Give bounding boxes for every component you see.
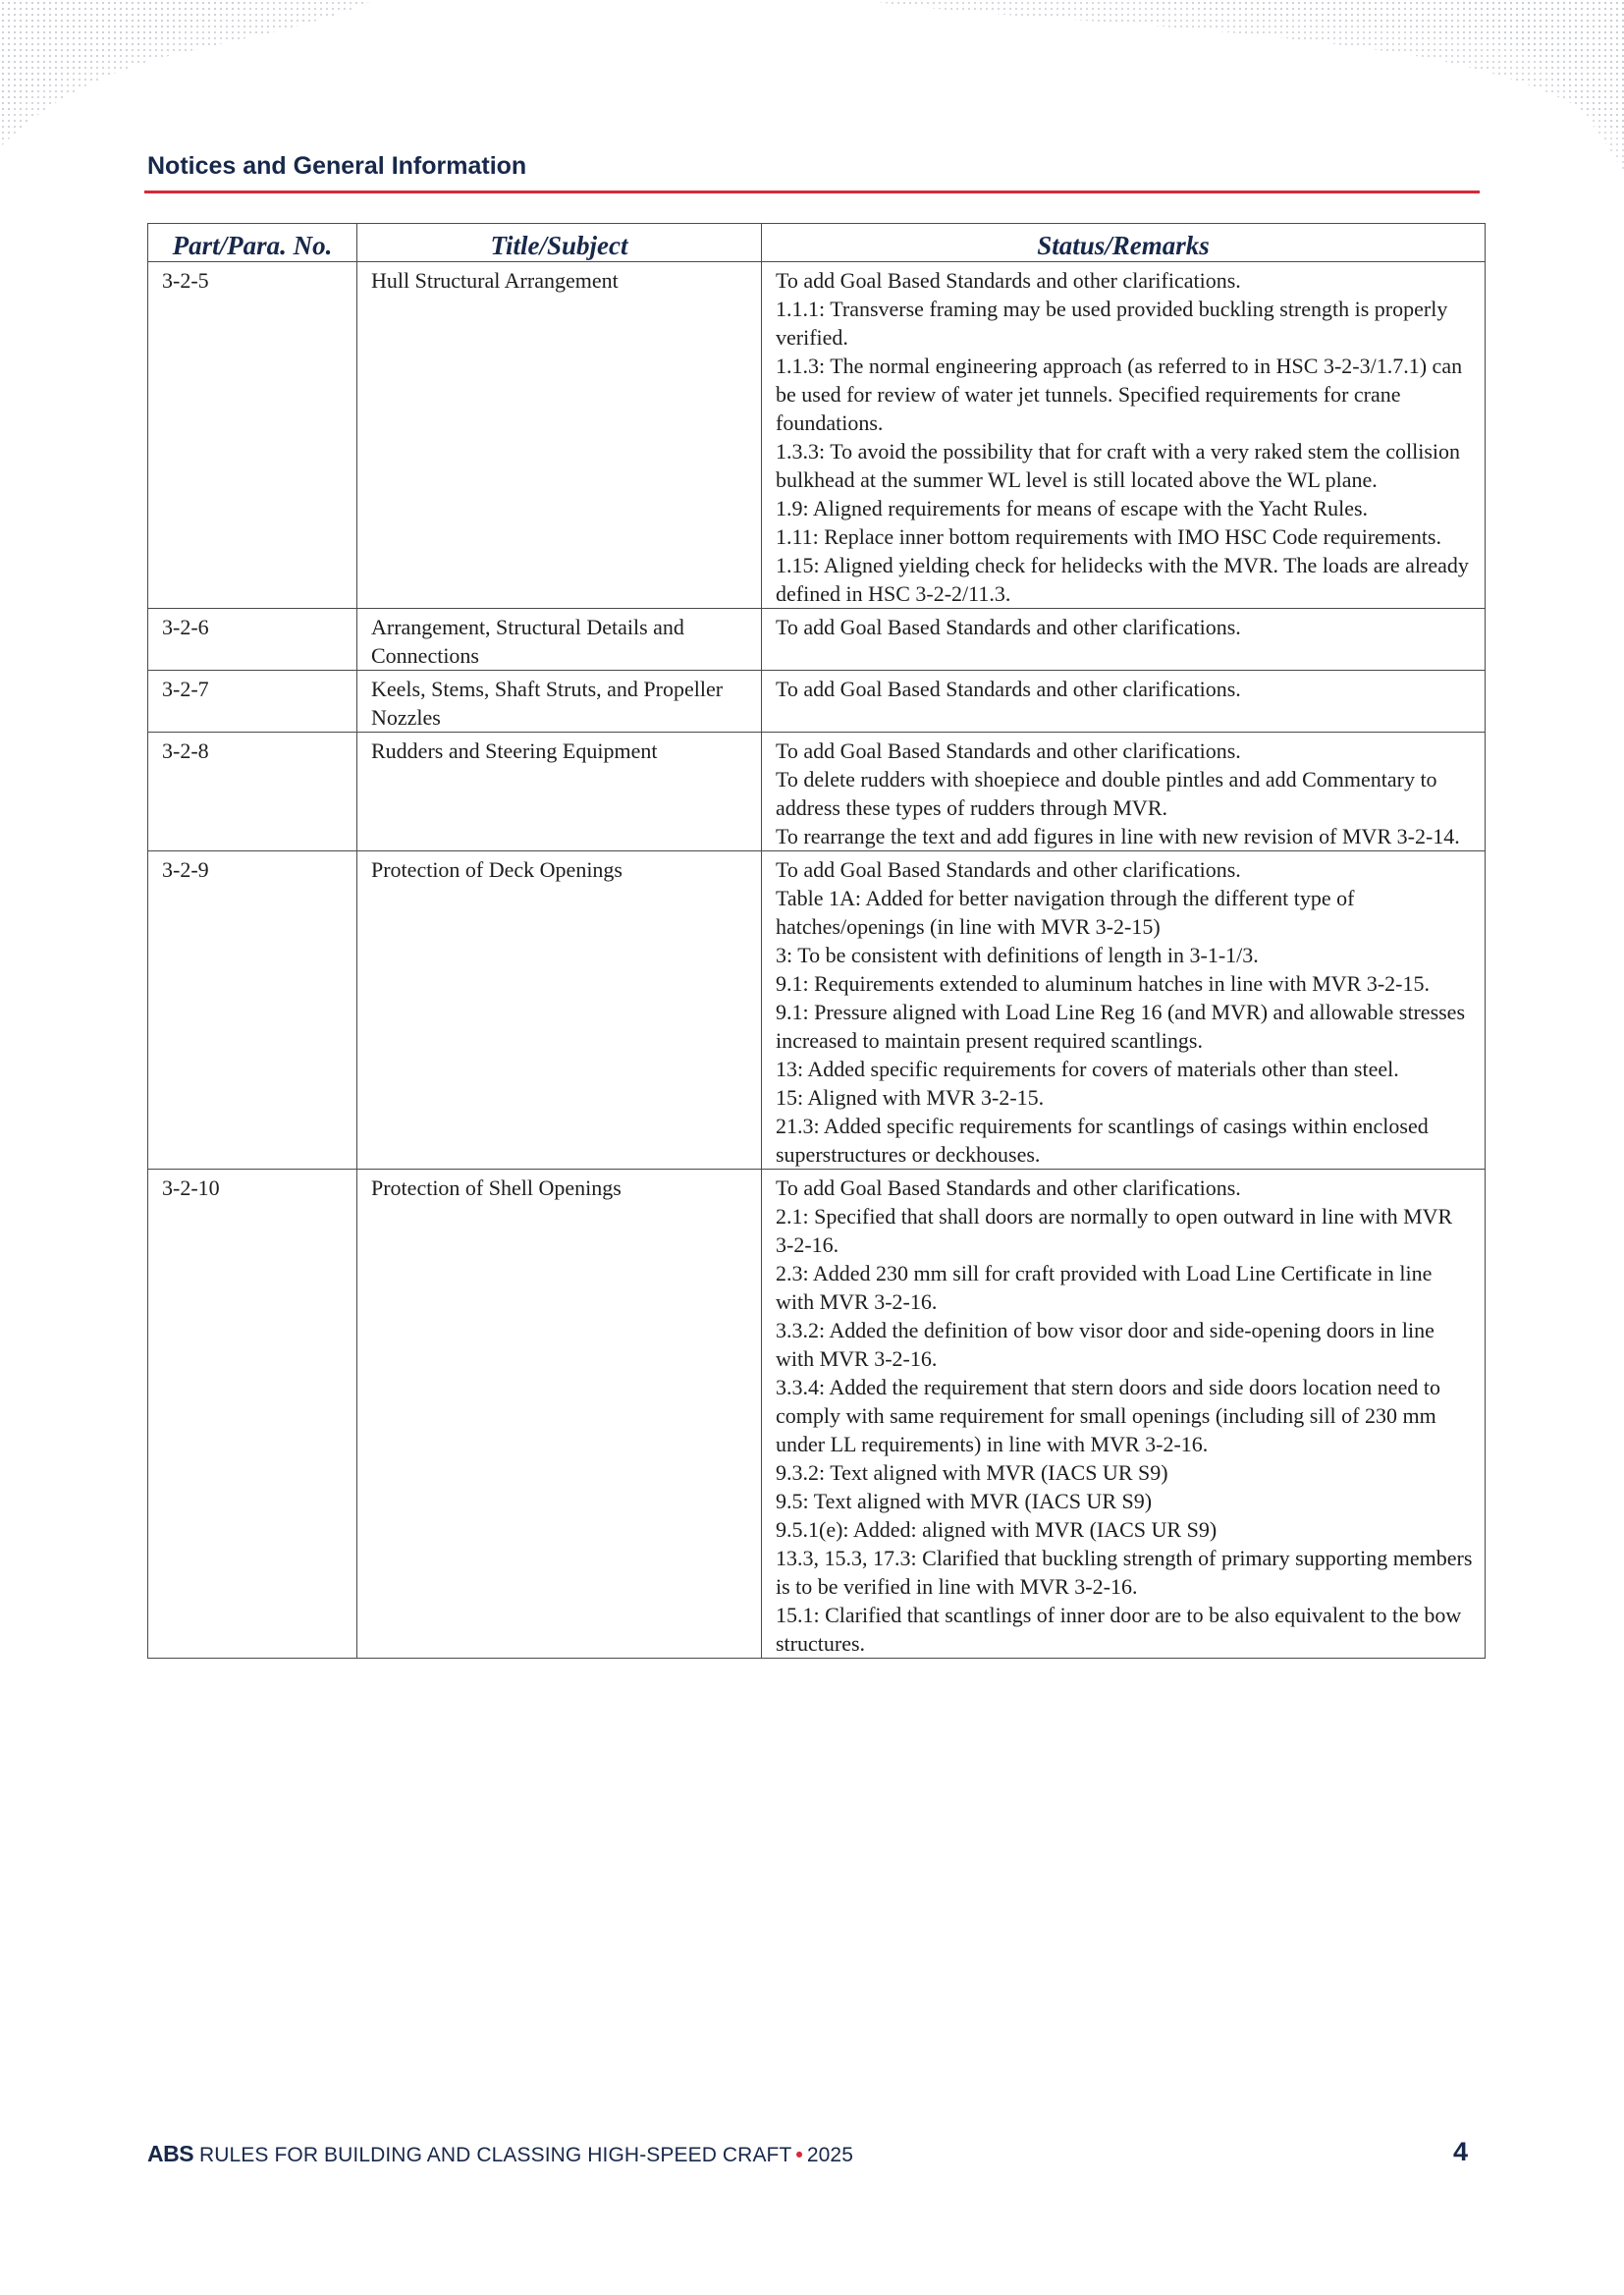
remark-line: 1.15: Aligned yielding check for helidecks with the MVR. The loads are already defined in HSC 3-2-2/11.3. <box>776 553 1469 606</box>
column-header-title: Title/Subject <box>357 224 762 262</box>
table-row <box>148 609 1486 671</box>
table-row <box>148 671 1486 733</box>
status-remarks-cell <box>762 262 1486 609</box>
table-header-row <box>148 224 1486 262</box>
page-number: 4 <box>1453 2137 1469 2166</box>
remark-line: 1.1.3: The normal engineering approach (as referred to in HSC 3-2-3/1.7.1) can be used for review of water jet tunnels. Specified requirements for crane foundations. <box>776 354 1463 435</box>
remark-line: To add Goal Based Standards and other clarifications. <box>776 615 1241 639</box>
remark-line: 9.5.1(e): Added: aligned with MVR (IACS UR S9) <box>776 1517 1218 1542</box>
remark-line: 13: Added specific requirements for covers of materials other than steel. <box>776 1057 1399 1081</box>
remark-line: 3.3.4: Added the requirement that stern doors and side doors location need to comply with same requirement for small openings (including sill of 230 mm under LL requirements) in line with MVR 3-2-16. <box>776 1375 1440 1456</box>
remark-line: To add Goal Based Standards and other clarifications. <box>776 268 1241 293</box>
title-subject-cell: Rudders and Steering Equipment <box>357 733 762 851</box>
status-remarks-cell <box>762 851 1486 1170</box>
remark-line: 1.9: Aligned requirements for means of escape with the Yacht Rules. <box>776 496 1369 520</box>
column-header-remarks: Status/Remarks <box>762 224 1486 262</box>
remark-line: 9.5: Text aligned with MVR (IACS UR S9) <box>776 1489 1153 1513</box>
remark-line: To add Goal Based Standards and other clarifications. <box>776 1175 1241 1200</box>
remark-line: 21.3: Added specific requirements for scantlings of casings within enclosed superstructures or deckhouses. <box>776 1114 1429 1167</box>
table-row <box>148 1170 1486 1659</box>
remark-line: 3: To be consistent with definitions of length in 3-1-1/3. <box>776 943 1259 967</box>
title-subject-cell: Arrangement, Structural Details and Connections <box>357 609 762 671</box>
remark-line: 2.1: Specified that shall doors are normally to open outward in line with MVR 3-2-16. <box>776 1204 1453 1257</box>
remark-line: To add Goal Based Standards and other clarifications. <box>776 738 1241 763</box>
remark-line: 3.3.2: Added the definition of bow visor door and side-opening doors in line with MVR 3-2-16. <box>776 1318 1435 1371</box>
status-remarks-cell <box>762 733 1486 851</box>
part-number-cell: 3-2-7 <box>148 671 357 733</box>
remark-line: 9.3.2: Text aligned with MVR (IACS UR S9) <box>776 1460 1168 1485</box>
table-row <box>148 262 1486 609</box>
remark-line: To add Goal Based Standards and other clarifications. <box>776 857 1241 882</box>
remark-line: Table 1A: Added for better navigation through the different type of hatches/openings (in line with MVR 3-2-15) <box>776 886 1355 939</box>
remark-line: 15: Aligned with MVR 3-2-15. <box>776 1085 1045 1110</box>
section-header-title: Notices and General Information <box>147 152 527 180</box>
remark-line: To rearrange the text and add figures in line with new revision of MVR 3-2-14. <box>776 824 1460 848</box>
table-body <box>148 262 1486 1659</box>
footer-brand-logo: ABS <box>147 2141 194 2166</box>
remark-line: 9.1: Requirements extended to aluminum hatches in line with MVR 3-2-15. <box>776 971 1430 996</box>
column-header-part: Part/Para. No. <box>148 224 357 262</box>
remark-line: To delete rudders with shoepiece and double pintles and add Commentary to address these types of rudders through MVR. <box>776 767 1437 820</box>
footer-title <box>147 2141 853 2167</box>
remark-line: 15.1: Clarified that scantlings of inner door are to be also equivalent to the bow structures. <box>776 1603 1462 1656</box>
title-subject-cell: Protection of Deck Openings <box>357 851 762 1170</box>
part-number-cell: 3-2-9 <box>148 851 357 1170</box>
footer-year: 2025 <box>806 2144 853 2166</box>
header-divider <box>144 191 1480 193</box>
part-number-cell: 3-2-6 <box>148 609 357 671</box>
remark-line: 2.3: Added 230 mm sill for craft provided with Load Line Certificate in line with MVR 3-2-16. <box>776 1261 1433 1314</box>
part-number-cell: 3-2-5 <box>148 262 357 609</box>
part-number-cell: 3-2-10 <box>148 1170 357 1659</box>
footer-separator: • <box>795 2144 803 2166</box>
part-number-cell: 3-2-8 <box>148 733 357 851</box>
remark-line: To add Goal Based Standards and other clarifications. <box>776 677 1241 701</box>
remark-line: 13.3, 15.3, 17.3: Clarified that buckling strength of primary supporting members is to be verified in line with MVR 3-2-16. <box>776 1546 1473 1599</box>
table-row <box>148 851 1486 1170</box>
remark-line: 1.1.1: Transverse framing may be used provided buckling strength is properly verified. <box>776 297 1448 350</box>
revision-table <box>147 223 1486 1659</box>
remark-line: 1.11: Replace inner bottom requirements with IMO HSC Code requirements. <box>776 524 1441 549</box>
title-subject-cell: Keels, Stems, Shaft Struts, and Propeller Nozzles <box>357 671 762 733</box>
title-subject-cell: Hull Structural Arrangement <box>357 262 762 609</box>
remark-line: 9.1: Pressure aligned with Load Line Reg 16 (and MVR) and allowable stresses increased to maintain present required scantlings. <box>776 1000 1466 1053</box>
status-remarks-cell <box>762 609 1486 671</box>
status-remarks-cell <box>762 671 1486 733</box>
table-row <box>148 733 1486 851</box>
remark-line: 1.3.3: To avoid the possibility that for craft with a very raked stem the collision bulkhead at the summer WL level is still located above the WL plane. <box>776 439 1461 492</box>
status-remarks-cell <box>762 1170 1486 1659</box>
footer-document-title: RULES FOR BUILDING AND CLASSING HIGH-SPEED CRAFT <box>199 2144 792 2166</box>
title-subject-cell: Protection of Shell Openings <box>357 1170 762 1659</box>
